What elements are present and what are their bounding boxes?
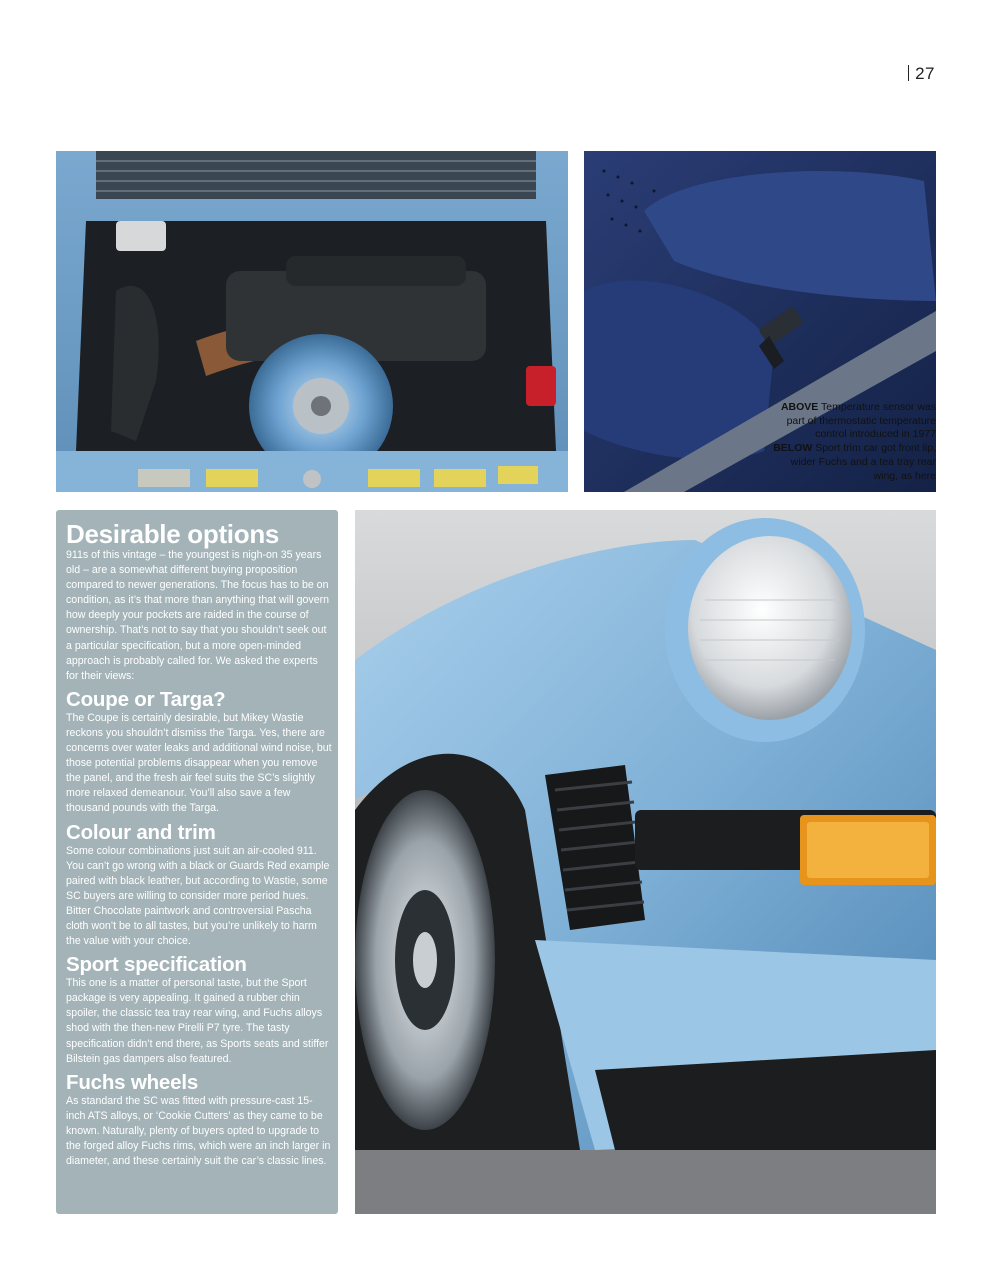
sidebar-intro: 911s of this vintage – the youngest is nigh-on 35 years old – are a somewhat different buying proposition compared to newer generations. The focus has to be on condition, as it’s that more than anything that will govern how deeply your pockets are raided in the course of ownership. That’s not to say that you shouldn’t seek out a particular specification, but a more open-minded approach is probably called for. We asked the experts for their views: <box>66 549 330 682</box>
front-wing-illustration <box>355 510 936 1214</box>
caption-below-text: Sport trim car got front lip, wider Fuchs and a tea tray rear wing, as here <box>790 442 936 482</box>
section-body-sport-spec: This one is a matter of personal taste, but the Sport package is very appealing. It gained a rubber chin spoiler, the classic tea tray rear wing, and Fuchs alloys shod with the then-new Pirelli P7 tyre. The tasty specification didn’t end there, as Sports seats and stiffer Bilstein gas dampers also featured. <box>66 977 329 1065</box>
caption-below-tag: BELOW <box>773 442 813 455</box>
section-body-coupe-targa: The Coupe is certainly desirable, but Mikey Wastie reckons you shouldn’t dismiss the Targa. Yes, there are concerns over water leaks and additional wind noise, but those potential problems disappear when you remove the panel, and the fresh air feel suits the SC’s slightly more relaxed demeanour. You’ll also save a few thousand pounds with the Targa. <box>66 711 332 815</box>
section-heading-fuchs-wheels: Fuchs wheels <box>66 1070 199 1094</box>
section-body-colour-trim: Some colour combinations just suit an air-cooled 911. You can’t go wrong with a black or Guards Red example paired with black leather, but according to Wastie, some SC buyers are willing to consider more period hues. Bitter Chocolate paintwork and controversial Pascha cloth won’t be to all tastes, but you’re unlikely to harm the value with your choice. <box>66 844 330 948</box>
page-number-divider <box>908 65 910 81</box>
front-wing-photo <box>355 510 936 1214</box>
section-heading-sport-spec: Sport specification <box>66 953 247 977</box>
caption-above-text: Temperature sensor was part of thermostatic temperature control introduced in 1977 <box>786 401 936 441</box>
engine-bay-illustration <box>56 151 568 492</box>
photo-caption <box>766 401 936 483</box>
sidebar-title: Desirable options <box>66 519 280 549</box>
page-number-text: 27 <box>915 64 935 83</box>
section-heading-colour-trim: Colour and trim <box>66 820 216 844</box>
caption-above-tag: ABOVE <box>780 401 819 413</box>
section-heading-coupe-targa: Coupe or Targa? <box>66 687 226 711</box>
engine-bay-photo <box>56 151 568 492</box>
page-number <box>908 64 935 84</box>
section-body-fuchs-wheels: As standard the SC was fitted with pressure-cast 15-inch ATS alloys, or ‘Cookie Cutters’ as they came to be known. Naturally, plenty of buyers opted to upgrade to the forged alloy Fuchs rims, which were an inch larger in diameter, and these certainly suit the car’s classic lines. <box>66 1094 331 1168</box>
desirable-options-sidebar <box>56 510 338 1214</box>
